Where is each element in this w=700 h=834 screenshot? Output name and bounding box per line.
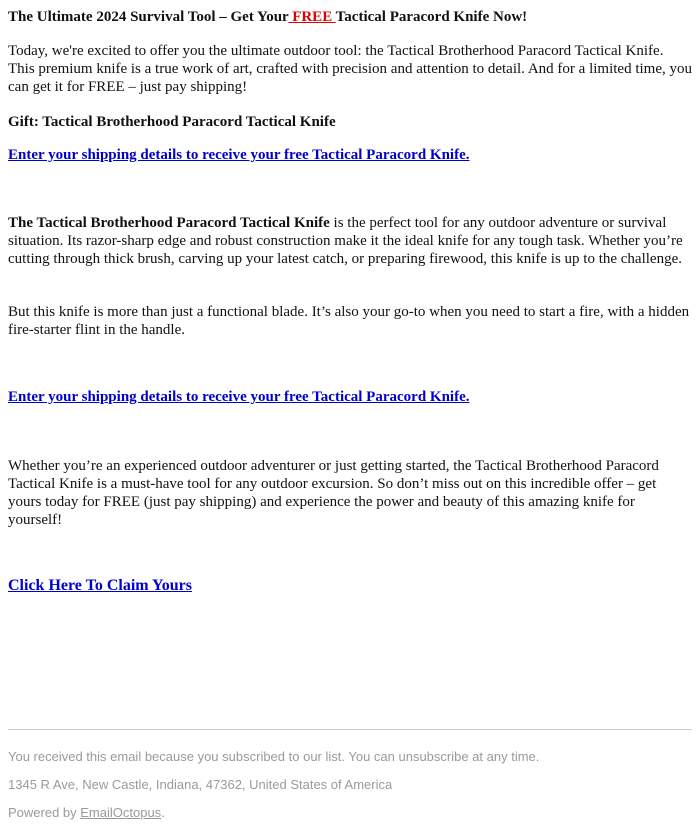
email-title <box>8 8 527 26</box>
powered-by-label: Powered by <box>8 805 81 820</box>
footer-divider <box>8 729 692 730</box>
powered-by-period: . <box>161 805 165 820</box>
emailoctopus-link[interactable]: EmailOctopus <box>80 805 162 820</box>
shipping-link-2-wrap <box>8 388 692 406</box>
footer-address: 1345 R Ave, New Castle, Indiana, 47362, United States of America <box>8 777 393 792</box>
shipping-details-link-1[interactable]: Enter your shipping details to receive your free Tactical Paracord Knife. <box>8 147 470 163</box>
gift-line: Gift: Tactical Brotherhood Paracord Tactical Knife <box>8 114 336 130</box>
shipping-details-link-2[interactable]: Enter your shipping details to receive your free Tactical Paracord Knife. <box>8 389 470 405</box>
fire-starter-paragraph: But this knife is more than just a functional blade. It’s also your go-to when you need to start a fire, with a hidden fire-starter flint in the handle. <box>8 304 690 338</box>
shipping-link-1-wrap <box>8 146 692 164</box>
title-free-highlight: FREE <box>288 9 336 25</box>
closing-paragraph: Whether you’re an experienced outdoor adventurer or just getting started, the Tactical Brotherhood Paracord Tactical Knife is a must-have tool for any outdoor excursion. So don’t miss out on this incredible offer – get yours today for FREE (just pay shipping) and experience the power and beauty of this amazing knife for yourself! <box>8 458 659 528</box>
product-description-text: is the perfect tool for any outdoor adventure or survival situation. Its razor-sharp edge and robust construction make it the ideal knife for any tough task. Whether you’re cutting through thick brush, carving up your latest catch, or preparing firewood, this knife is up to the challenge. <box>8 215 683 267</box>
title-text-part1: The Ultimate 2024 Survival Tool – Get Your <box>8 9 289 25</box>
product-name-bold: The Tactical Brotherhood Paracord Tactical Knife <box>8 215 330 231</box>
intro-paragraph: Today, we're excited to offer you the ultimate outdoor tool: the Tactical Brotherhood Paracord Tactical Knife. This premium knife is a true work of art, crafted with precision and attention to detail. And for a limited time, you can get it for FREE – just pay shipping! <box>8 43 692 95</box>
claim-link-wrap <box>8 577 692 595</box>
title-text-part2: Tactical Paracord Knife Now! <box>335 9 528 25</box>
product-description-paragraph <box>8 214 692 268</box>
footer-subscribed-text: You received this email because you subscribed to our list. You can unsubscribe at any time. <box>8 749 540 764</box>
footer-powered-by <box>8 805 165 821</box>
claim-yours-link[interactable]: Click Here To Claim Yours <box>8 577 193 594</box>
